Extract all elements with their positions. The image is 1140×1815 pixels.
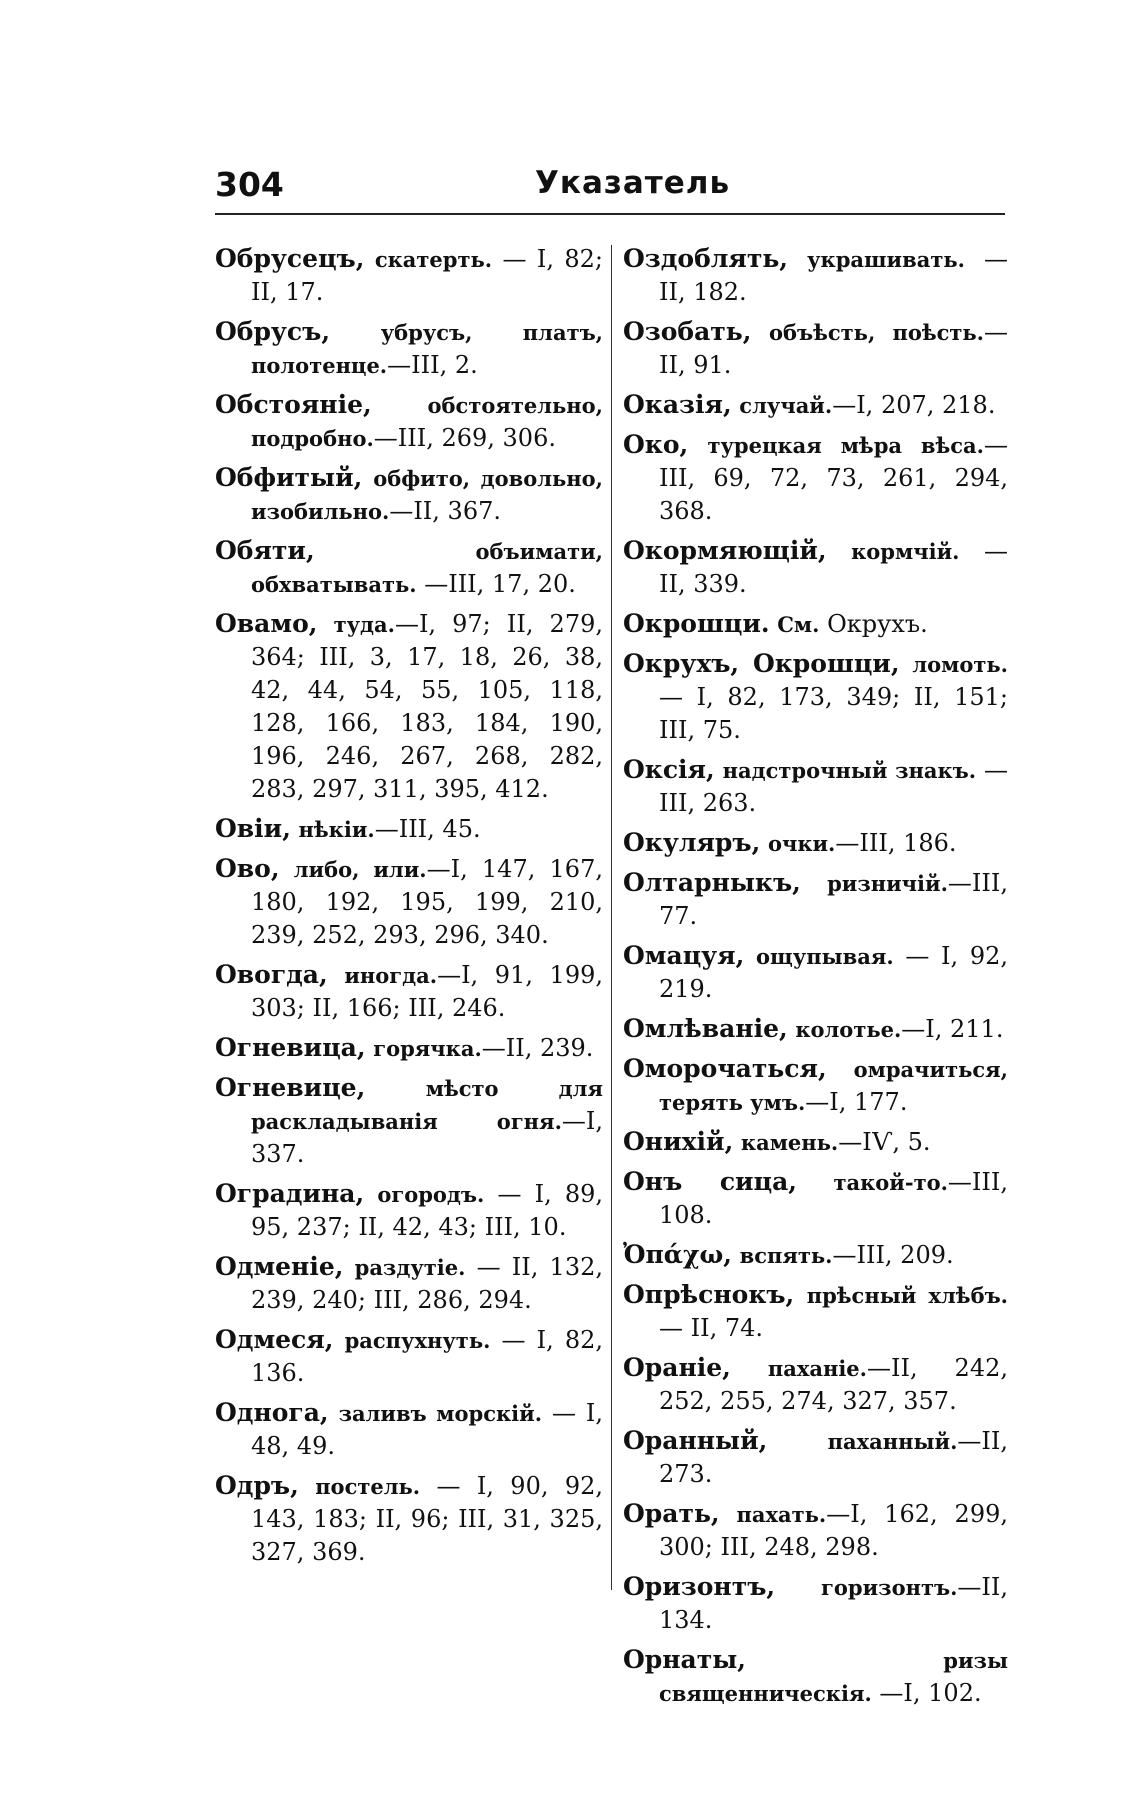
entry-references: Окрухъ. xyxy=(819,610,928,638)
entry-references: —III, 77. xyxy=(659,869,1008,930)
entry-headword: Око, xyxy=(623,430,689,459)
entry-gloss: ризничій. xyxy=(827,871,948,896)
entry-gloss: ризы священническія. xyxy=(659,1648,1008,1706)
entry-references: —III, 209. xyxy=(832,1241,954,1269)
entry-gloss: обфито, довольно, изобильно. xyxy=(251,466,603,524)
entry-headword: Одръ, xyxy=(215,1471,299,1500)
index-entry xyxy=(623,1497,1008,1564)
entry-gloss: очки. xyxy=(767,831,836,856)
entry-headword: Озобать, xyxy=(623,317,752,346)
index-entry xyxy=(215,461,603,528)
entry-gloss: иногда. xyxy=(344,963,438,988)
index-entry xyxy=(623,607,1008,641)
entry-headword: Однога, xyxy=(215,1398,329,1427)
entry-headword: Обрусецъ, xyxy=(215,244,365,273)
entry-references: — I, 89, 95, 237; II, 42, 43; III, 10. xyxy=(251,1180,603,1241)
entry-headword: Овіи, xyxy=(215,814,291,843)
entry-references: — I, 82; II, 17. xyxy=(251,245,603,306)
entry-gloss: колотье. xyxy=(795,1017,902,1042)
entry-headword: Овогда, xyxy=(215,960,328,989)
entry-headword: Онъ сица, xyxy=(623,1167,797,1196)
entry-references: —I, 102. xyxy=(871,1679,982,1707)
entry-gloss: туда. xyxy=(333,612,395,637)
index-entry xyxy=(623,1570,1008,1637)
index-column-left xyxy=(215,242,603,1575)
index-entry xyxy=(623,1351,1008,1418)
entry-references: —II, 367. xyxy=(389,497,501,525)
entry-gloss: постель. xyxy=(315,1474,421,1499)
entry-headword: Ораніе, xyxy=(623,1353,731,1382)
entry-references: — III, 69, 72, 73, 261, 294, 368. xyxy=(659,431,1008,525)
entry-headword: Оморочаться, xyxy=(623,1054,827,1083)
entry-gloss: случай. xyxy=(739,393,833,418)
entry-headword: Огневице, xyxy=(215,1073,366,1102)
entry-references: —I, 177. xyxy=(805,1088,908,1116)
entry-headword: Окуляръ, xyxy=(623,828,761,857)
index-entry xyxy=(215,1323,603,1390)
entry-gloss: заливъ морскій. xyxy=(338,1401,543,1426)
entry-references: —II, 242, 252, 255, 274, 327, 357. xyxy=(659,1354,1008,1415)
entry-gloss: убрусъ, платъ, полотенце. xyxy=(251,320,603,378)
index-entry xyxy=(623,1125,1008,1159)
entry-headword: Опрѣснокъ, xyxy=(623,1280,795,1309)
entry-references: —III, 108. xyxy=(659,1168,1008,1229)
index-entry xyxy=(623,315,1008,382)
column-divider xyxy=(611,245,612,1590)
entry-references: — I, 82, 136. xyxy=(251,1326,603,1387)
entry-gloss: мѣсто для раскладыванія огня. xyxy=(251,1076,603,1134)
index-entry xyxy=(623,1643,1008,1710)
entry-references: —II, 91. xyxy=(659,318,1008,379)
entry-headword: Оздоблять, xyxy=(623,244,789,273)
entry-references: — II, 339. xyxy=(659,537,1008,598)
entry-headword: Обяти, xyxy=(215,536,315,565)
entry-gloss: огородъ. xyxy=(377,1182,485,1207)
entry-gloss: прѣсный хлѣбъ. xyxy=(806,1283,1008,1308)
entry-headword: Оранный, xyxy=(623,1426,768,1455)
index-entry xyxy=(623,939,1008,1006)
entry-references: —I, 147, 167, 180, 192, 195, 199, 210, 239, 252, 293, 296, 340. xyxy=(251,855,603,949)
index-entry xyxy=(623,1278,1008,1345)
entry-headword: Ὀπάχω, xyxy=(623,1240,732,1269)
entry-gloss: украшивать. xyxy=(807,247,965,272)
index-entry xyxy=(215,1396,603,1463)
entry-headword: Окрошци. xyxy=(623,609,770,638)
index-entry xyxy=(215,607,603,806)
index-entry xyxy=(215,1469,603,1569)
entry-headword: Омацуя, xyxy=(623,941,745,970)
entry-references: — III, 263. xyxy=(659,756,1008,817)
entry-references: — II, 74. xyxy=(659,1314,764,1342)
entry-gloss: турецкая мѣра вѣса. xyxy=(707,433,984,458)
entry-gloss: паханный. xyxy=(827,1429,958,1454)
entry-gloss: раздутіе. xyxy=(354,1255,466,1280)
entry-headword: Окормяющій, xyxy=(623,536,827,565)
index-entry xyxy=(215,1031,603,1065)
index-entry xyxy=(215,812,603,846)
entry-headword: Омлѣваніе, xyxy=(623,1014,788,1043)
entry-gloss: ощупывая. xyxy=(756,944,894,969)
index-entry xyxy=(215,534,603,601)
entry-references: —IѴ, 5. xyxy=(838,1128,931,1156)
index-entry xyxy=(215,958,603,1025)
entry-references: — II, 182. xyxy=(659,245,1008,306)
entry-headword: Онихій, xyxy=(623,1127,734,1156)
index-entry xyxy=(623,1165,1008,1232)
entry-headword: Окрухъ, Окрошци, xyxy=(623,649,900,678)
entry-headword: Оризонтъ, xyxy=(623,1572,776,1601)
entry-headword: Огневица, xyxy=(215,1033,366,1062)
index-entry xyxy=(215,852,603,952)
entry-gloss: объимати, обхватывать. xyxy=(251,539,603,597)
entry-gloss: либо, или. xyxy=(293,857,427,882)
entry-references: —I, 97; II, 279, 364; III, 3, 17, 18, 26, 38, 42, 44, 54, 55, 105, 118, 128, 166, 183, 184, 190, 196, 246, 267, 268, 282, 283, 297, 311, 395, 412. xyxy=(251,610,603,803)
page-number: 304 xyxy=(215,165,284,204)
entry-gloss: вспять. xyxy=(739,1243,833,1268)
index-entry xyxy=(623,1238,1008,1272)
index-entry xyxy=(215,242,603,309)
entry-gloss: паханіе. xyxy=(767,1356,867,1381)
entry-gloss: пахать. xyxy=(736,1502,827,1527)
entry-references: —II, 273. xyxy=(659,1427,1008,1488)
entry-headword: Одмеся, xyxy=(215,1325,334,1354)
entry-gloss: объѣсть, поѣсть. xyxy=(769,320,984,345)
index-entry xyxy=(215,1250,603,1317)
index-entry xyxy=(623,1424,1008,1491)
entry-gloss: такой-то. xyxy=(833,1170,948,1195)
index-entry xyxy=(623,1052,1008,1119)
entry-headword: Оксія, xyxy=(623,755,715,784)
index-entry xyxy=(623,242,1008,309)
entry-gloss: надстрочный знакъ. xyxy=(722,758,977,783)
entry-gloss: обстоятельно, подробно. xyxy=(251,393,603,451)
entry-headword: Одменіе, xyxy=(215,1252,344,1281)
index-entry xyxy=(623,428,1008,528)
entry-gloss: ломоть. xyxy=(912,652,1008,677)
entry-gloss: горячка. xyxy=(373,1036,482,1061)
entry-references: —II, 239. xyxy=(481,1034,594,1062)
entry-references: —I, 162, 299, 300; III, 248, 298. xyxy=(659,1500,1008,1561)
entry-references: — I, 92, 219. xyxy=(659,942,1008,1003)
entry-references: —I, 211. xyxy=(901,1015,1004,1043)
entry-references: — I, 90, 92, 143, 183; II, 96; III, 31, 325, 327, 369. xyxy=(251,1472,603,1566)
index-entry xyxy=(623,753,1008,820)
entry-references: — I, 48, 49. xyxy=(251,1399,603,1460)
index-column-right xyxy=(623,242,1008,1716)
entry-headword: Ово, xyxy=(215,854,280,883)
index-entry xyxy=(215,1071,603,1171)
index-entry xyxy=(623,1012,1008,1046)
entry-gloss: кормчій. xyxy=(851,539,960,564)
entry-gloss: См. xyxy=(777,612,820,637)
entry-gloss: скатерть. xyxy=(374,247,493,272)
entry-gloss: распухнуть. xyxy=(344,1328,491,1353)
entry-headword: Олтарныкъ, xyxy=(623,868,801,897)
index-entry xyxy=(623,866,1008,933)
index-entry xyxy=(623,534,1008,601)
index-entry xyxy=(623,826,1008,860)
entry-gloss: нѣкіи. xyxy=(298,817,375,842)
index-entry xyxy=(215,1177,603,1244)
entry-gloss: горизонтъ. xyxy=(821,1575,958,1600)
entry-headword: Обфитый, xyxy=(215,463,363,492)
entry-gloss: камень. xyxy=(740,1130,839,1155)
entry-headword: Овамо, xyxy=(215,609,318,638)
entry-references: —I, 91, 199, 303; II, 166; III, 246. xyxy=(251,961,603,1022)
entry-references: —III, 45. xyxy=(374,815,481,843)
entry-references: —I, 207, 218. xyxy=(832,391,996,419)
entry-references: — I, 82, 173, 349; II, 151; III, 75. xyxy=(659,683,1008,744)
header-rule xyxy=(215,213,1005,215)
index-entry xyxy=(215,315,603,382)
running-title: Указатель xyxy=(535,165,731,201)
index-entry xyxy=(215,388,603,455)
page-header xyxy=(215,165,1005,215)
entry-headword: Обстояніе, xyxy=(215,390,372,419)
entry-references: — II, 132, 239, 240; III, 286, 294. xyxy=(251,1253,603,1314)
entry-headword: Обрусъ, xyxy=(215,317,331,346)
entry-gloss: омрачиться, терять умъ. xyxy=(659,1057,1008,1115)
entry-headword: Оказія, xyxy=(623,390,732,419)
entry-references: —II, 134. xyxy=(659,1573,1008,1634)
entry-references: —I, 337. xyxy=(251,1107,603,1168)
entry-references: —III, 2. xyxy=(387,351,478,379)
entry-headword: Орнаты, xyxy=(623,1645,747,1674)
entry-headword: Оградина, xyxy=(215,1179,365,1208)
entry-references: —III, 17, 20. xyxy=(416,570,576,598)
entry-references: —III, 269, 306. xyxy=(373,424,556,452)
entry-references: —III, 186. xyxy=(835,829,957,857)
index-entry xyxy=(623,647,1008,747)
index-entry xyxy=(623,388,1008,422)
entry-headword: Орать, xyxy=(623,1499,720,1528)
